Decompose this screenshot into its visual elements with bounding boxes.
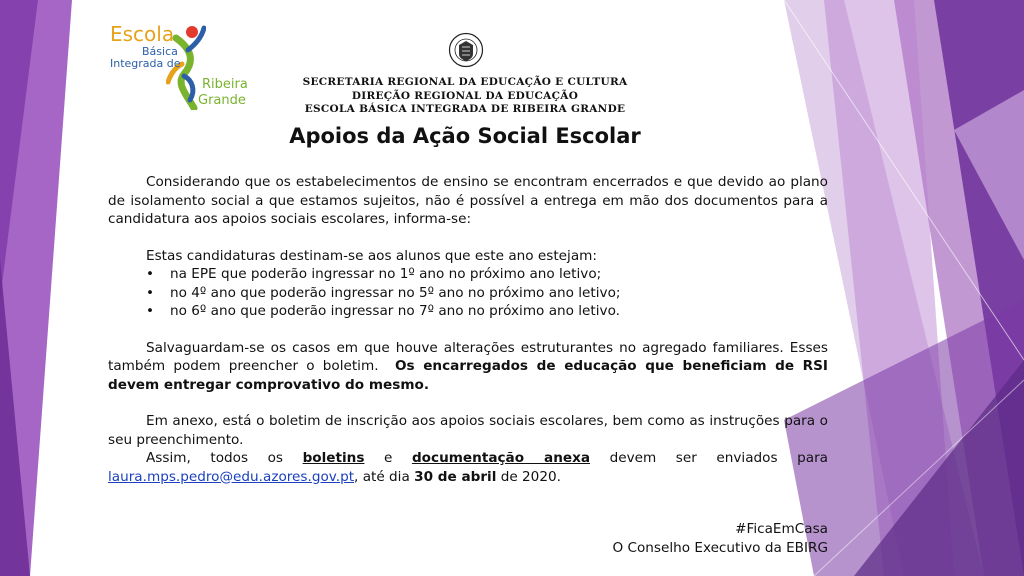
list-intro: Estas candidaturas destinam-se aos alunos que este ano estejam: [146,247,597,264]
send-text-2: devem ser enviados para [609,450,828,466]
intro-paragraph: Considerando que os estabelecimentos de ensino se encontram encerrados e que devido ao plano de isolamento social a que estamos sujeitos, não é possível a entrega em mão dos documentos para a candidatura aos apoios sociais escolares, informa-se: [108,174,828,227]
hashtag: #FicaEmCasa [735,521,828,537]
left-purple-decoration [0,0,80,576]
list-item: • no 4º ano que poderão ingressar no 5º ano no próximo ano letivo; [146,284,828,303]
boletins-emphasis: boletins [302,450,365,466]
email-link[interactable]: laura.mps.pedro@edu.azores.gov.pt [108,468,355,485]
eligibility-list [108,265,828,321]
header-secretaria: SECRETARIA REGIONAL DA EDUCAÇÃO E CULTURA [302,76,628,88]
logo-word-ribeira: Ribeira [202,77,248,92]
logo-word-integrada: Integrada de [110,57,181,70]
send-text-e: e [384,450,393,466]
school-logo [108,20,248,112]
logo-word-escola: Escola [110,22,175,46]
header-direcao: DIREÇÃO REGIONAL DA EDUCAÇÃO [351,89,579,102]
annex-paragraph: Em anexo, está o boletim de inscrição aos apoios sociais escolares, bem como as instruções para o seu preenchimento. [108,413,828,448]
list-item: • na EPE que poderão ingressar no 1º ano no próximo ano letivo; [146,265,828,284]
regional-seal-icon [448,32,484,68]
send-paragraph [108,449,828,486]
safeguard-paragraph [108,339,828,395]
header-escola: ESCOLA BÁSICA INTEGRADA DE RIBEIRA GRANDE [304,103,626,115]
page-title: Apoios da Ação Social Escolar [289,124,641,148]
institution-header [260,76,670,117]
documentacao-emphasis: documentação anexa [411,450,591,466]
rsi-notice: Os encarregados de educação que beneficiam de RSI devem entregar comprovativo do mesmo. [108,358,828,393]
safeguard-text: Salvaguardam-se os casos em que houve alterações estruturantes no agregado familiares. Esses também podem preencher o boletim. [108,339,828,374]
signature-block [612,520,828,558]
send-text-3: , até dia [354,468,410,485]
send-text-1: Assim, todos os [146,450,283,466]
send-text-4: de 2020. [500,468,561,485]
deadline-date: 30 de abril [414,468,497,485]
signer: O Conselho Executivo da EBIRG [612,540,828,556]
list-item: • no 6º ano que poderão ingressar no 7º ano no próximo ano letivo. [146,302,828,321]
logo-word-grande: Grande [198,93,246,108]
notice-body [108,173,828,486]
logo-word-basica: Básica [142,45,178,58]
